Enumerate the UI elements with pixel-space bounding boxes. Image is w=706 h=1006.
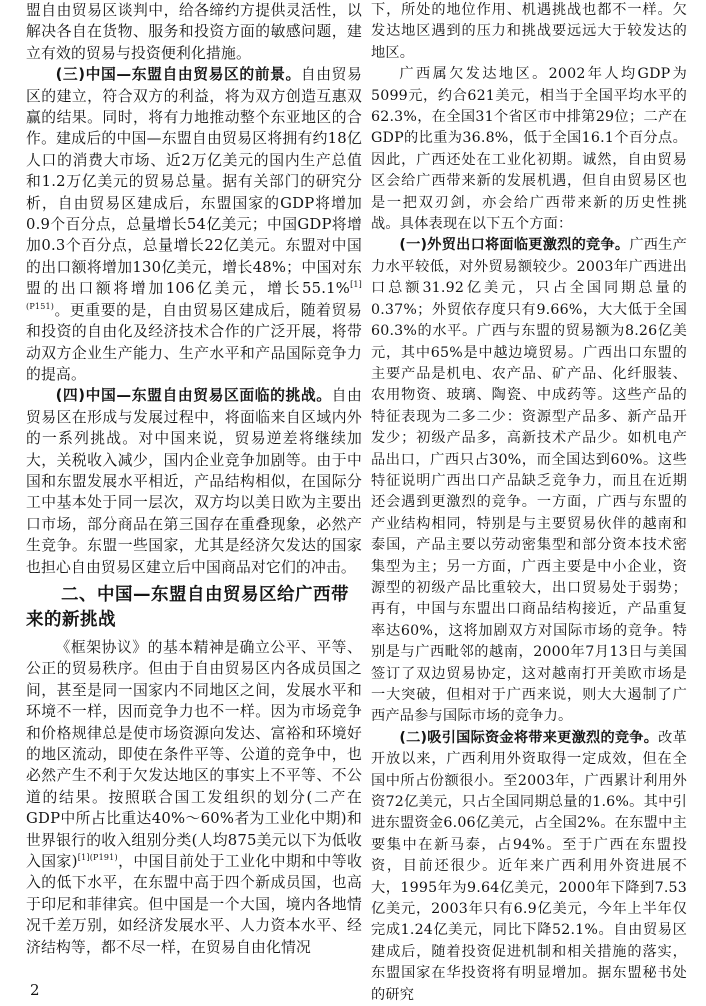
subsection-heading: (一)外贸出口将面临更激烈的竞争。 <box>399 237 630 254</box>
paragraph: 下，所处的地位作用、机遇挑战也都不一样。欠发达地区遇到的压力和挑战要远远大于较发达的地区。 <box>371 2 687 61</box>
paragraph <box>371 235 687 727</box>
paragraph <box>26 637 362 958</box>
citation: [1](P151) <box>26 280 362 311</box>
paragraph <box>26 64 362 385</box>
paragraph-text: 广西生产力水平较低，对外贸易额较少。2003年广西进出口总额31.92亿美元，只占全国同期总量的0.37%；外贸依存度只有9.66%，大大低于全国60.3%的水平。广西与东盟的贸易额为8.26亿美元，其中65%是中越边境贸易。广西出口东盟的主要产品是机电、农产品、矿产品、化纤服装、农用物资、玻璃、陶瓷、中成药等。这些产品的特征表现为二多二少：资源型产品多、新产品开发少；初级产品多，高新技术产品少。如机电产品出口，广西只占30%，而全国达到60%。这些特征说明广西出口产品缺乏竞争力，而且在近期还会遇到更激烈的竞争。一方面，广西与东盟的产业结构相同，特别是与主要贸易伙伴的越南和泰国，产品主要以劳动密集型和部分资本技术密集型为主；另一方面，广西主要是中小企业，资源型的初级产品比重较大，出口贸易处于弱势；再有，中国与东盟出口商品结构接近，产品重复率达60%，这将加剧双方对国际市场的竞争。特别是与广西毗邻的越南，2000年7月13日与美国签订了双边贸易协定，这对越南打开美欧市场是一大突破，但相对于广西来说，则大大遏制了广西产品参与国际市场的竞争力。 <box>371 237 687 725</box>
right-column <box>371 0 687 1006</box>
subsection-heading: (三)中国—东盟自由贸易区的前景。 <box>55 66 301 84</box>
paragraph-text: 自由贸易区的建立，符合双方的利益，将为双方创造互惠双赢的结果。同时，将有力地推动整个东亚地区的合作。建成后的中国—东盟自由贸易区将拥有约18亿人口的消费大市场、近2万亿美元的国内生产总值和1.2万亿美元的贸易总量。据有关部门的研究分析，自由贸易区建成后，东盟国家的GDP将增加0.9个百分点，总量增长54亿美元；中国GDP将增加0.3个百分点，总量增长22亿美元。东盟对中国的出口额将增加130亿美元，增长48%；中国对东盟的出口额将增加106亿美元，增长55.1% <box>26 66 362 298</box>
paragraph <box>371 728 687 1006</box>
paragraph: 广西属欠发达地区。2002年人均GDP为5099元，约合621美元，相当于全国平均水平的62.3%，在全国31个省区市中排第29位；二产在GDP的比重为36.8%，低于全国16.1个百分点。因此，广西还处在工业化初期。诚然，自由贸易区会给广西带来新的发展机遇，但自由贸易区也是一把双刃剑，亦会给广西带来新的历史性挑战。具体表现在以下五个方面： <box>371 66 687 233</box>
paragraph <box>26 385 362 578</box>
paragraph-text: 《框架协议》的基本精神是确立公平、平等、公正的贸易秩序。但由于自由贸易区内各成员国之间，甚至是同一国家内不同地区之间，发展水平和环境不一样，因而竞争力也不一样。因为市场竞争和价格规律总是使市场资源向发达、富裕和环境好的地区流动，即使在条件平等、公道的竞争中，也必然产生不利于欠发达地区的事实上不平等、不公道的结果。按照联合国工发组织的划分(二产在GDP中所占比重达40%～60%者为工业化中期)和世界银行的收入组别分类(人均875美元以下为低收入国家) <box>26 638 362 871</box>
paragraph-text: 。更重要的是，自由贸易区建成后，随着贸易和投资的自由化及经济技术合作的广泛开展，将带动双方企业生产能力、生产水平和产品国际竞争力的提高。 <box>26 301 362 383</box>
paragraph-text: 自由贸易区在形成与发展过程中，将面临来自区域内外的一系列挑战。对中国来说，贸易逆差将继续加大，关税收入减少，国内企业竞争加剧等。由于中国和东盟发展水平相近，产品结构相似，在国际分工中基本处于同一层次，双方均以美日欧为主要出口市场，部分商品在第三国存在重叠现象，必然产生竞争。东盟一些国家，尤其是经济欠发达的国家也担心自由贸易区建立后中国商品对它们的冲击。 <box>26 387 362 576</box>
page-number: 2 <box>30 981 40 999</box>
paragraph-text: 改革开放以来，广西利用外资取得一定成效，但在全国中所占份额很小。至2003年，广西累计利用外资72亿美元，只占全国同期总量的1.6%。其中引进东盟资金6.06亿美元，占全国2%。在东盟中主要集中在新马泰，占94%。至于广西在东盟投资，目前还很少。近年来广西利用外资进展不大，1995年为9.64亿美元，2000年下降到7.53亿美元，2003年只有6.9亿美元，今年上半年仅完成1.24亿美元，同比下降52.1%。自由贸易区建成后，随着投资促进机制和相关措施的落实，东盟国家在华投资将有明显增加。据东盟秘书处的研究 <box>371 729 687 1003</box>
subsection-heading: (二)吸引国际资金将带来更激烈的竞争。 <box>399 729 659 746</box>
paragraph-text: ，中国目前处于工业化中期和中等收入的低下水平，在东盟中高于四个新成员国，也高于印尼和菲律宾。但中国是一个大国，境内各地情况千差万别，如经济发展水平、人力资本水平、经济结构等，都不尽一样，在贸易自由化情况 <box>26 853 362 956</box>
subsection-heading: (四)中国—东盟自由贸易区面临的挑战。 <box>55 387 332 405</box>
paragraph: 盟自由贸易区谈判中，给各缔约方提供灵活性，以解决各自在货物、服务和投资方面的敏感问题，建立有效的贸易与投资便利化措施。 <box>26 2 362 62</box>
section-heading: 二、中国—东盟自由贸易区给广西带来的新挑战 <box>26 584 349 630</box>
citation: [1](P191) <box>77 853 118 863</box>
left-column <box>26 0 362 958</box>
